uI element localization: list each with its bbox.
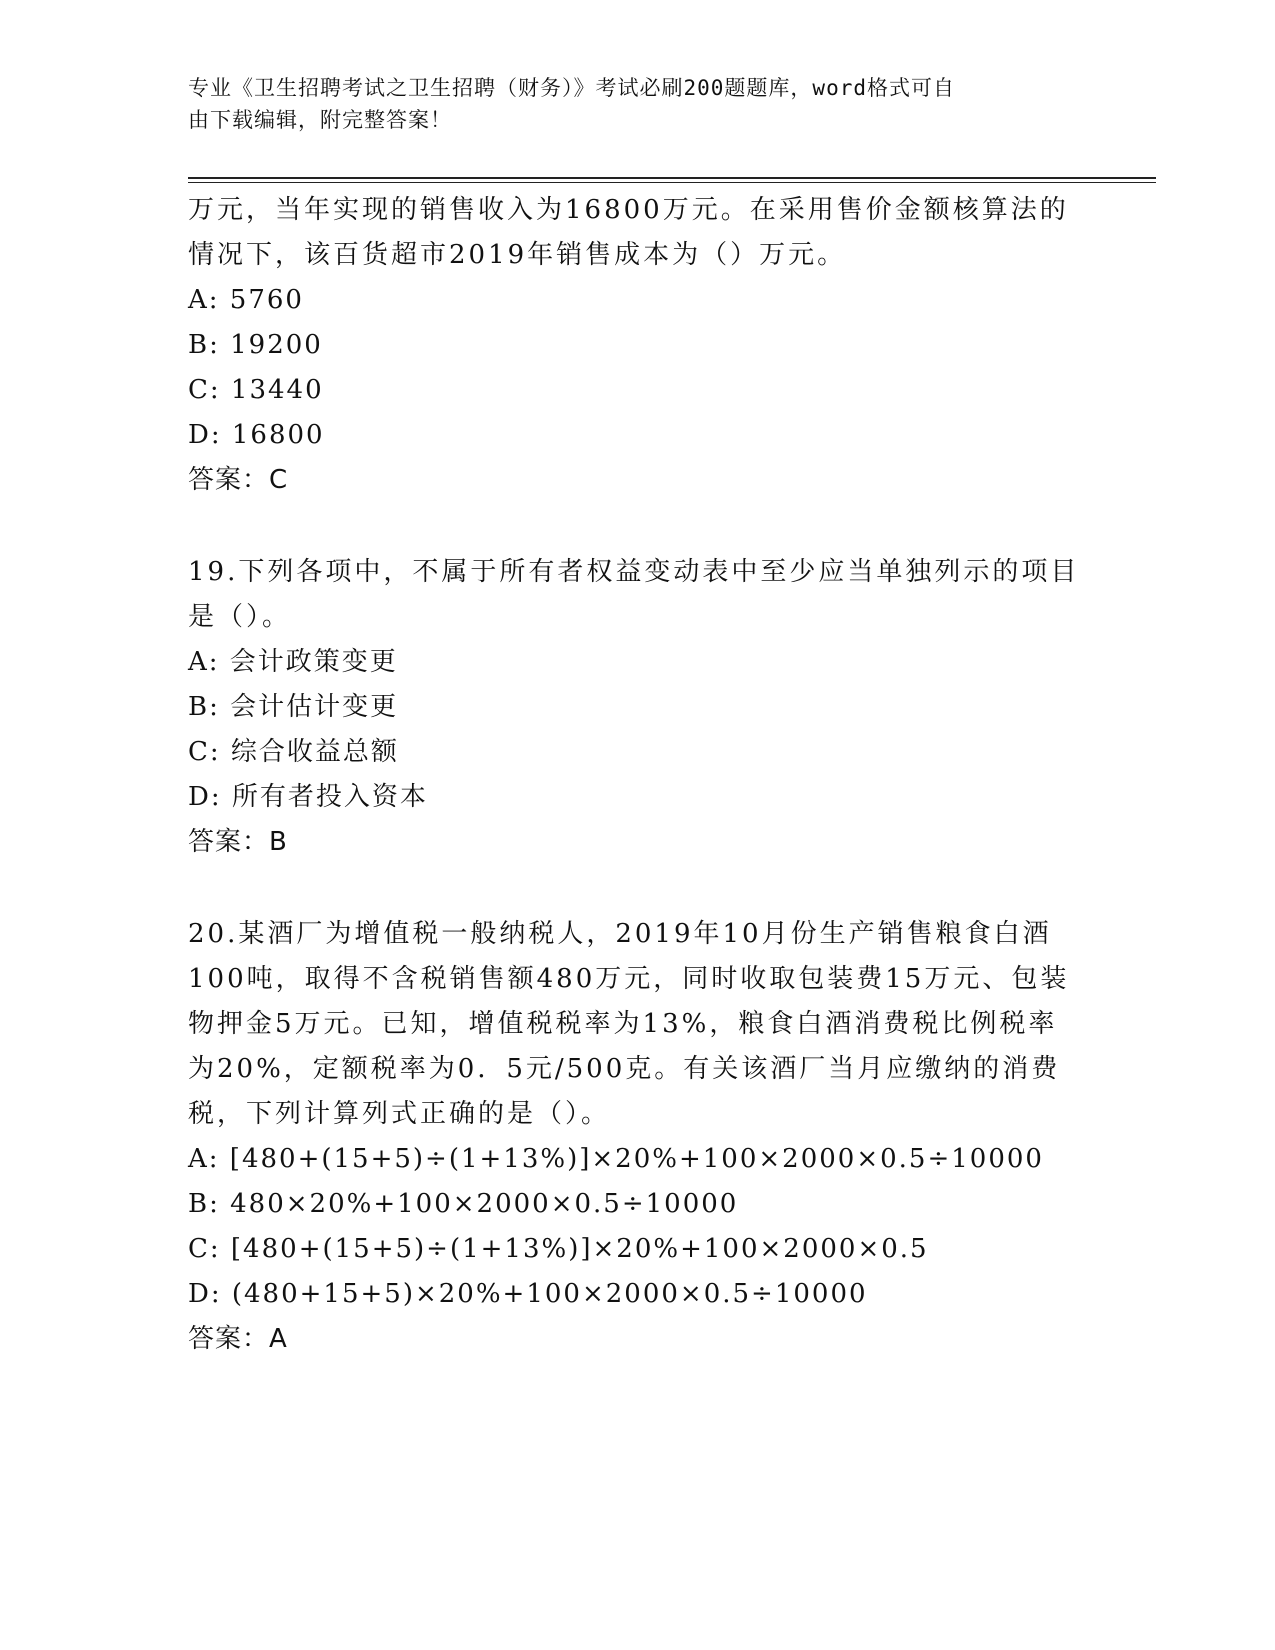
option-c: C: [480+(15+5)÷(1+13%)]×20%+100×2000×0.5 [188,1234,929,1264]
question-text-line: 物押金5万元。已知，增值税税率为13%，粮食白酒消费税比例税率 [188,1009,1058,1039]
question-text-line: 税，下列计算列式正确的是（）。 [188,1099,611,1129]
option-c: C: 综合收益总额 [188,737,399,767]
question-text-line: 20.某酒厂为增值税一般纳税人，2019年10月份生产销售粮食白酒 [188,919,1052,949]
option-d: D: 16800 [188,420,325,450]
answer-label: 答案：C [188,465,289,495]
option-b: B: 会计估计变更 [188,692,399,722]
question-text-line: 100吨，取得不含税销售额480万元，同时收取包装费15万元、包装 [188,964,1070,994]
option-b: B: 19200 [188,330,323,360]
question-text-line: 情况下，该百货超市2019年销售成本为（）万元。 [188,240,847,270]
question-text-line: 万元，当年实现的销售收入为16800万元。在采用售价金额核算法的 [188,195,1069,225]
question-20 [188,912,1088,1362]
option-a: A: 5760 [188,285,304,315]
question-text-line: 19.下列各项中，不属于所有者权益变动表中至少应当单独列示的项目 [188,557,1080,587]
option-c: C: 13440 [188,375,324,405]
option-b: B: 480×20%+100×2000×0.5÷10000 [188,1189,739,1219]
question-text-line: 为20%，定额税率为0．5元/500克。有关该酒厂当月应缴纳的消费 [188,1054,1061,1084]
question-19 [188,550,1088,865]
header-line-2: 由下载编辑，附完整答案！ [188,108,452,132]
option-a: A: 会计政策变更 [188,647,398,677]
option-a: A: [480+(15+5)÷(1+13%)]×20%+100×2000×0.5÷10000 [188,1144,1044,1174]
header-divider-thin [188,182,1156,183]
question-list [188,188,1088,1362]
question-18 [188,188,1088,503]
option-d: D: (480+15+5)×20%+100×2000×0.5÷10000 [188,1279,868,1309]
answer-label: 答案：A [188,1324,288,1354]
answer-label: 答案：B [188,827,288,857]
option-d: D: 所有者投入资本 [188,782,428,812]
document-header [188,72,1068,136]
header-divider-thick [188,177,1156,179]
header-line-1: 专业《卫生招聘考试之卫生招聘（财务）》考试必刷200题题库，word格式可自 [188,76,955,100]
question-text-line: 是（）。 [188,602,292,632]
